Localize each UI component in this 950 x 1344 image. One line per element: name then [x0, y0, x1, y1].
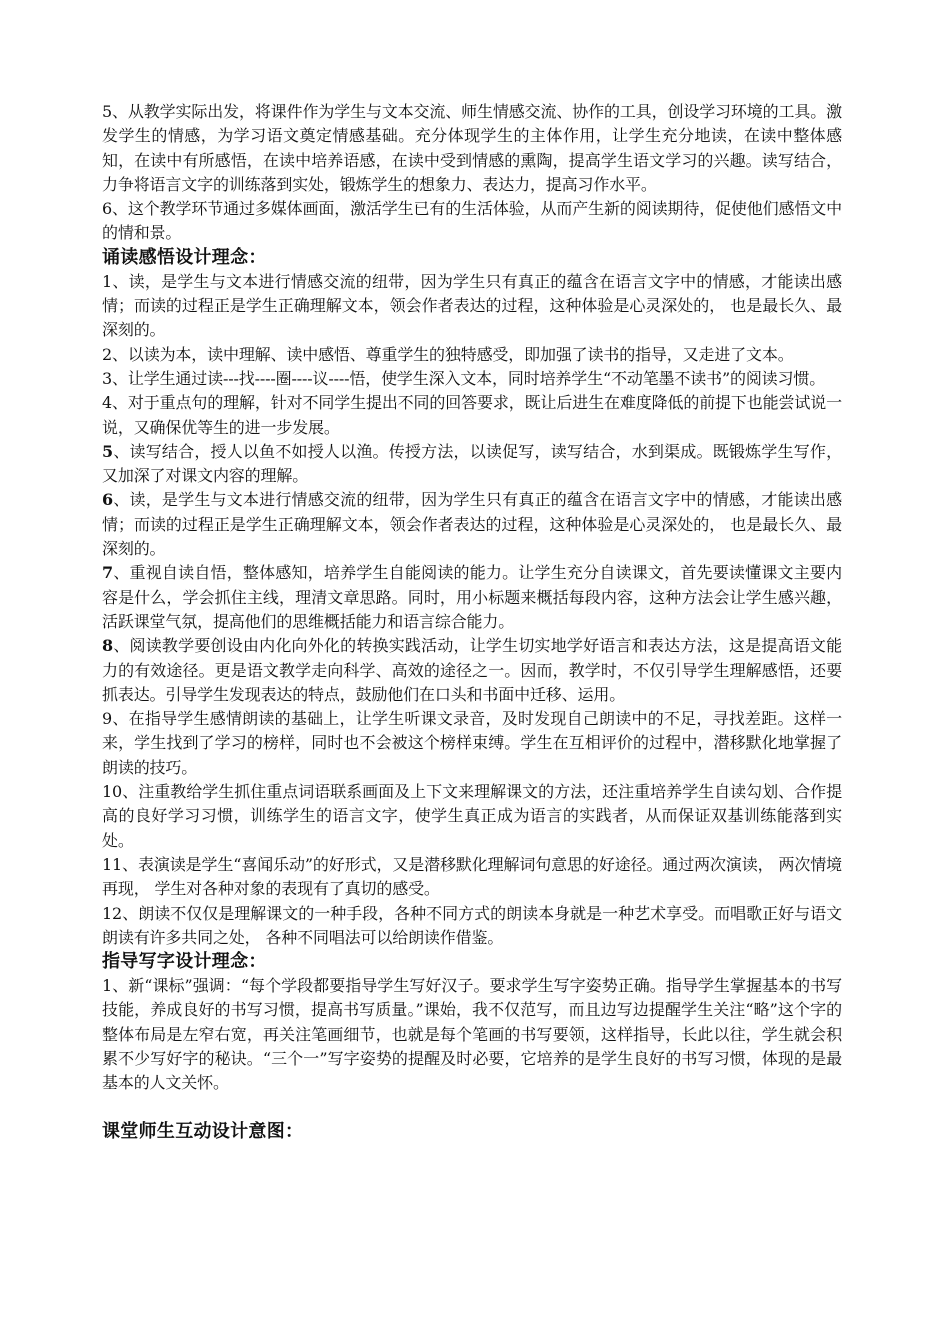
reading-item	[102, 902, 842, 951]
item-number: 10	[102, 782, 123, 802]
item-text: 、对于重点句的理解，针对不同学生提出不同的回答要求，既让后进生在难度降低的前提下也能尝试说一说，又确保优等生的进一步发展。	[102, 393, 842, 437]
item-number: 2	[102, 344, 113, 364]
reading-item	[102, 634, 842, 707]
item-number: 8	[102, 636, 113, 656]
reading-item	[102, 367, 842, 391]
item-text: 、读，是学生与文本进行情感交流的纽带，因为学生只有真正的蕴含在语言文字中的情感，才能读出感情；而读的过程正是学生正确理解文本，领会作者表达的过程，这种体验是心灵深处的， 也是最长久、最深刻的。	[102, 490, 842, 559]
item-number: 6	[102, 490, 113, 510]
item-text: 、以读为本，读中理解、读中感悟、尊重学生的独特感受，即加强了读书的指导，又走进了文本。	[112, 344, 794, 364]
item-text: 、新“课标”强调：“每个学段都要指导学生写好汉子。要求学生写字姿势正确。指导学生掌握基本的书写技能，养成良好的书写习惯，提高书写质量。”课始，我不仅范写，而且边写边提醒学生关注“略”这个字的整体布局是左窄右宽，再关注笔画细节，也就是每个笔画的书写要领，这样指导，长此以往，学生就会积累不少写好字的秘诀。“三个一”写字姿势的提醒及时必要，它培养的是学生良好的书写习惯，体现的是最基本的人文关怀。	[102, 976, 842, 1093]
item-number: 5	[102, 102, 113, 121]
item-number: 4	[102, 393, 113, 413]
item-text: 、读写结合，授人以鱼不如授人以渔。传授方法，以读促写，读写结合，水到渠成。既锻炼学生写作， 又加深了对课文内容的理解。	[102, 441, 842, 486]
item-number: 7	[102, 563, 113, 583]
intro-item	[102, 100, 842, 197]
item-text: 、从教学实际出发，将课件作为学生与文本交流、师生情感交流、协作的工具，创设学习环境的工具。激发学生的情感，为学习语文奠定情感基础。充分体现学生的主体作用，让学生充分地读，在读中整体感知，在读中有所感悟，在读中培养语感，在读中受到情感的熏陶，提高学生语文学习的兴趣。读写结合，力争将语言文字的训练落到实处，锻炼学生的想象力、表达力，提高习作水平。	[102, 102, 842, 194]
item-number: 1	[102, 271, 113, 291]
item-text: 、注重教给学生抓住重点词语联系画面及上下文来理解课文的方法，还注重培养学生自读勾划、合作提高的良好学习习惯，训练学生的语言文字，使学生真正成为语言的实践者，从而保证双基训练能落到实处。	[102, 782, 842, 850]
intro-item	[102, 197, 842, 246]
item-text: 、让学生通过读---找----圈----议----悟，使学生深入文本，同时培养学生“不动笔墨不读书”的阅读习惯。	[112, 368, 826, 388]
writing-item	[102, 974, 842, 1095]
item-text: 、这个教学环节通过多媒体画面，激活学生已有的生活体验，从而产生新的阅读期待，促使他们感悟文中的情和景。	[102, 199, 842, 243]
section-heading-writing: 指导写字设计理念：	[102, 951, 267, 973]
item-number: 1	[102, 976, 113, 996]
section-heading-interaction: 课堂师生互动设计意图：	[102, 1120, 304, 1142]
section-heading-reading: 诵读感悟设计理念：	[102, 246, 267, 268]
reading-item	[102, 780, 842, 853]
item-text: 、在指导学生感情朗读的基础上，让学生听课文录音，及时发现自己朗读中的不足，寻找差距。这样一来，学生找到了学习的榜样，同时也不会被这个榜样束缚。学生在互相评价的过程中，潜移默化地掌握了朗读的技巧。	[102, 709, 842, 777]
item-number: 6	[102, 199, 113, 219]
document-page	[102, 100, 842, 1144]
item-text: 、阅读教学要创设由内化向外化的转换实践活动，让学生切实地学好语言和表达方法，这是提高语文能力的有效途径。更是语文教学走向科学、高效的途径之一。因而，教学时，不仅引导学生理解感悟，还要抓表达。引导学生发现表达的特点，鼓励他们在口头和书面中迁移、运用。	[102, 636, 842, 704]
item-text: 、表演读是学生“喜闻乐动”的好形式，又是潜移默化理解词句意思的好途径。通过两次演读， 两次情境再现， 学生对各种对象的表现有了真切的感受。	[102, 854, 842, 899]
reading-item	[102, 440, 842, 489]
item-number: 11	[102, 854, 123, 874]
item-text: 、朗读不仅仅是理解课文的一种手段，各种不同方式的朗读本身就是一种艺术享受。而唱歌正好与语文朗读有许多共同之处， 各种不同唱法可以给朗读作借鉴。	[102, 903, 842, 947]
reading-item	[102, 561, 842, 634]
item-text: 、读，是学生与文本进行情感交流的纽带，因为学生只有真正的蕴含在语言文字中的情感，才能读出感情；而读的过程正是学生正确理解文本，领会作者表达的过程，这种体验是心灵深处的， 也是最长久、最深刻的。	[102, 271, 842, 340]
item-number: 9	[102, 709, 113, 729]
item-text: 、重视自读自悟，整体感知，培养学生自能阅读的能力。让学生充分自读课文，首先要读懂课文主要内容是什么，学会抓住主线，理清文章思路。同时，用小标题来概括每段内容，这种方法会让学生感兴趣，活跃课堂气氛，提高他们的思维概括能力和语言综合能力。	[102, 563, 842, 631]
reading-item	[102, 707, 842, 780]
item-number: 3	[102, 368, 113, 388]
item-number: 5	[102, 441, 113, 461]
reading-item	[102, 270, 842, 343]
item-number: 12	[102, 903, 123, 923]
reading-item	[102, 391, 842, 440]
reading-item	[102, 488, 842, 561]
reading-item	[102, 853, 842, 902]
reading-item	[102, 343, 842, 367]
